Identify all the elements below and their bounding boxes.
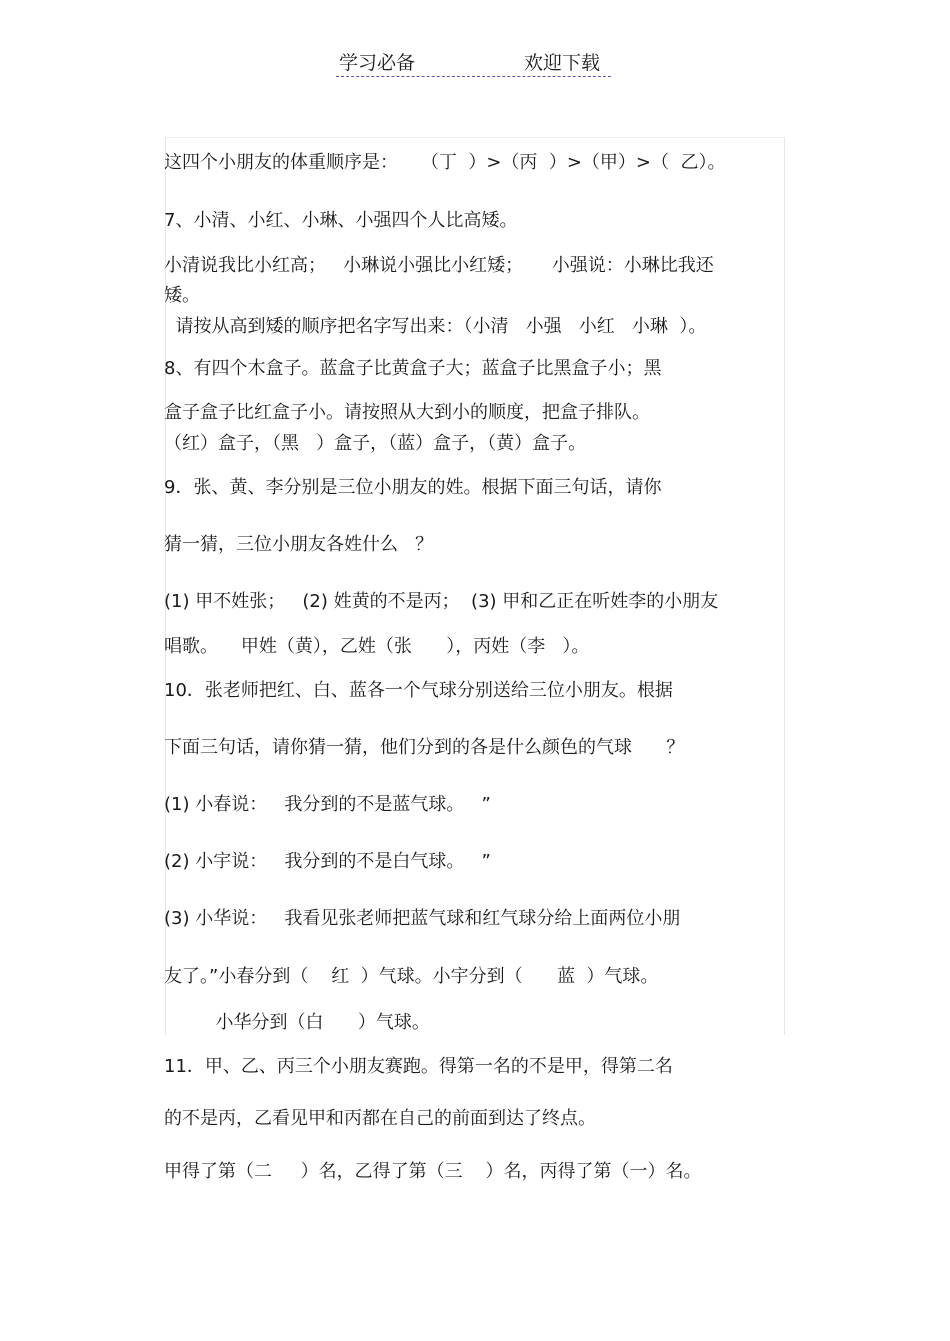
text-line: 小清说我比小红高； 小琳说小强比小红矮； 小强说：小琳比我还 xyxy=(164,255,714,276)
text-line: 盒子盒子比红盒子小。请按照从大到小的顺度，把盒子排队。 xyxy=(164,402,650,423)
answer-line: 小华分到（白 ）气球。 xyxy=(164,1012,430,1033)
question-9-title: 9．张、黄、李分别是三位小朋友的姓。根据下面三句话，请你 xyxy=(164,477,662,498)
text-line: (1) 甲不姓张； (2) 姓黄的不是丙； (3) 甲和乙正在听姓李的小朋友 xyxy=(164,591,719,612)
text-line: 下面三句话，请你猜一猜，他们分到的各是什么颜色的气球 ？ xyxy=(164,737,685,758)
text-line: 猜一猜，三位小朋友各姓什么 ？ xyxy=(164,534,434,555)
answer-line: 甲得了第（二 ）名，乙得了第（三 ）名，丙得了第（一）名。 xyxy=(164,1161,702,1182)
text-line: (3) 小华说： 我看见张老师把蓝气球和红气球分给上面两位小朋 xyxy=(164,908,681,929)
answer-line: （红）盒子，（黑 ）盒子，（蓝）盒子，（黄）盒子。 xyxy=(164,433,587,454)
text-line: (1) 小春说： 我分到的不是蓝气球。 ” xyxy=(164,794,491,815)
text-line: 的不是丙，乙看见甲和丙都在自己的前面到达了终点。 xyxy=(164,1108,596,1129)
text-line: (2) 小宇说： 我分到的不是白气球。 ” xyxy=(164,851,491,872)
answer-line: 友了。”小春分到（ 红 ）气球。小宇分到（ 蓝 ）气球。 xyxy=(164,966,659,987)
question-10-title: 10．张老师把红、白、蓝各一个气球分别送给三位小朋友。根据 xyxy=(164,680,673,701)
header-right-text: 欢迎下载 xyxy=(524,52,601,74)
question-8-title: 8、有四个木盒子。蓝盒子比黄盒子大；蓝盒子比黑盒子小；黑 xyxy=(164,358,662,379)
text-line: 这四个小朋友的体重顺序是： （丁 ）>（丙 ）>（甲）>（ 乙）。 xyxy=(164,152,726,173)
header-left-text: 学习必备 xyxy=(339,52,416,74)
answer-line: 请按从高到矮的顺序把名字写出来：（小清 小强 小红 小琳 ）。 xyxy=(164,316,707,337)
question-7-title: 7、小清、小红、小琳、小强四个人比高矮。 xyxy=(164,210,518,231)
question-11-title: 11．甲、乙、丙三个小朋友赛跑。得第一名的不是甲，得第二名 xyxy=(164,1056,673,1077)
answer-line: 唱歌。 甲姓（黄），乙姓（张 ），丙姓（李 ）。 xyxy=(164,636,590,657)
page-header xyxy=(336,46,611,77)
text-line: 矮。 xyxy=(164,285,200,306)
